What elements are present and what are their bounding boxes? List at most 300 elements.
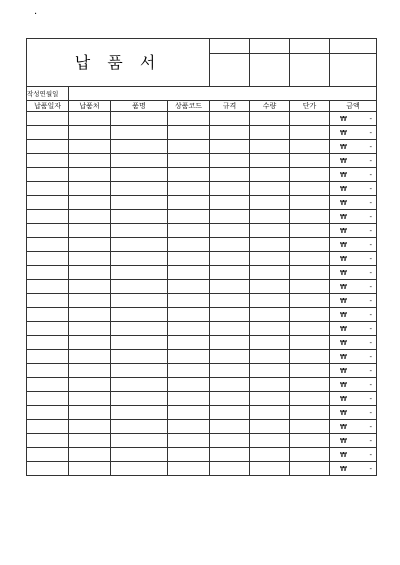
table-row xyxy=(27,406,377,420)
table-cell[interactable] xyxy=(111,364,168,378)
currency-symbol: ₩ xyxy=(340,170,347,179)
table-row xyxy=(27,210,377,224)
table-cell[interactable] xyxy=(168,280,210,294)
currency-symbol: ₩ xyxy=(340,366,347,375)
table-cell[interactable] xyxy=(27,462,69,476)
table-cell[interactable] xyxy=(168,364,210,378)
table-cell[interactable] xyxy=(168,140,210,154)
amount-value: - xyxy=(369,310,373,319)
corner-mark: . xyxy=(34,6,38,17)
currency-symbol: ₩ xyxy=(340,226,347,235)
amount-cell[interactable] xyxy=(330,182,377,196)
table-row xyxy=(27,350,377,364)
table-cell[interactable] xyxy=(210,126,250,140)
table-cell[interactable] xyxy=(290,266,330,280)
table-row xyxy=(27,462,377,476)
amount-cell[interactable] xyxy=(330,420,377,434)
table-cell[interactable] xyxy=(290,182,330,196)
amount-cell[interactable] xyxy=(330,224,377,238)
table-cell[interactable] xyxy=(290,364,330,378)
table-cell[interactable] xyxy=(69,336,111,350)
amount-cell[interactable] xyxy=(330,462,377,476)
table-cell[interactable] xyxy=(69,294,111,308)
table-cell[interactable] xyxy=(69,224,111,238)
table-cell[interactable] xyxy=(290,238,330,252)
table-cell[interactable] xyxy=(111,280,168,294)
amount-value: - xyxy=(369,128,373,137)
table-cell[interactable] xyxy=(111,434,168,448)
amount-value: - xyxy=(369,254,373,263)
amount-cell[interactable] xyxy=(330,378,377,392)
amount-cell[interactable] xyxy=(330,294,377,308)
table-cell[interactable] xyxy=(168,294,210,308)
table-cell[interactable] xyxy=(290,322,330,336)
amount-cell[interactable] xyxy=(330,238,377,252)
approval-box[interactable] xyxy=(330,39,377,54)
currency-symbol: ₩ xyxy=(340,352,347,361)
table-cell[interactable] xyxy=(290,112,330,126)
amount-cell[interactable] xyxy=(330,266,377,280)
table-cell[interactable] xyxy=(210,280,250,294)
column-header: 규격 xyxy=(210,101,250,112)
table-cell[interactable] xyxy=(290,350,330,364)
table-cell[interactable] xyxy=(210,294,250,308)
amount-value: - xyxy=(369,170,373,179)
table-row xyxy=(27,448,377,462)
currency-symbol: ₩ xyxy=(340,142,347,151)
table-row xyxy=(27,140,377,154)
table-cell[interactable] xyxy=(27,364,69,378)
table-row xyxy=(27,434,377,448)
amount-cell[interactable] xyxy=(330,168,377,182)
table-cell[interactable] xyxy=(168,308,210,322)
table-row xyxy=(27,364,377,378)
table-cell[interactable] xyxy=(27,252,69,266)
approval-box[interactable] xyxy=(290,39,330,54)
table-cell[interactable] xyxy=(290,406,330,420)
table-cell[interactable] xyxy=(290,224,330,238)
table-cell[interactable] xyxy=(27,140,69,154)
table-cell[interactable] xyxy=(111,196,168,210)
amount-cell[interactable] xyxy=(330,196,377,210)
table-cell[interactable] xyxy=(290,434,330,448)
table-cell[interactable] xyxy=(210,252,250,266)
table-row xyxy=(27,266,377,280)
table-cell[interactable] xyxy=(210,266,250,280)
table-cell[interactable] xyxy=(69,210,111,224)
table-cell[interactable] xyxy=(69,252,111,266)
table-cell[interactable] xyxy=(250,224,290,238)
table-cell[interactable] xyxy=(250,350,290,364)
table-cell[interactable] xyxy=(69,168,111,182)
table-cell[interactable] xyxy=(250,322,290,336)
table-cell[interactable] xyxy=(168,378,210,392)
table-row xyxy=(27,168,377,182)
currency-symbol: ₩ xyxy=(340,394,347,403)
amount-cell[interactable] xyxy=(330,154,377,168)
amount-cell[interactable] xyxy=(330,364,377,378)
amount-cell[interactable] xyxy=(330,210,377,224)
table-cell[interactable] xyxy=(111,112,168,126)
amount-value: - xyxy=(369,226,373,235)
table-cell[interactable] xyxy=(111,238,168,252)
table-cell[interactable] xyxy=(250,168,290,182)
table-cell[interactable] xyxy=(250,378,290,392)
approval-sign-box[interactable] xyxy=(290,54,330,87)
table-cell[interactable] xyxy=(290,294,330,308)
amount-cell[interactable] xyxy=(330,448,377,462)
table-cell[interactable] xyxy=(250,140,290,154)
table-cell[interactable] xyxy=(69,280,111,294)
table-cell[interactable] xyxy=(250,196,290,210)
table-cell[interactable] xyxy=(168,462,210,476)
table-cell[interactable] xyxy=(250,308,290,322)
table-cell[interactable] xyxy=(69,126,111,140)
column-header: 금액 xyxy=(330,101,377,112)
table-row xyxy=(27,154,377,168)
table-cell[interactable] xyxy=(168,224,210,238)
table-cell[interactable] xyxy=(290,308,330,322)
table-cell[interactable] xyxy=(111,378,168,392)
table-cell[interactable] xyxy=(27,378,69,392)
table-cell[interactable] xyxy=(27,322,69,336)
amount-value: - xyxy=(369,114,373,123)
table-cell[interactable] xyxy=(250,252,290,266)
table-cell[interactable] xyxy=(69,350,111,364)
table-cell[interactable] xyxy=(210,406,250,420)
table-cell[interactable] xyxy=(250,210,290,224)
table-cell[interactable] xyxy=(210,322,250,336)
amount-value: - xyxy=(369,338,373,347)
table-cell[interactable] xyxy=(290,280,330,294)
table-cell[interactable] xyxy=(69,378,111,392)
table-cell[interactable] xyxy=(111,210,168,224)
table-cell[interactable] xyxy=(290,168,330,182)
column-header: 납품처 xyxy=(69,101,111,112)
table-cell[interactable] xyxy=(168,210,210,224)
table-cell[interactable] xyxy=(250,280,290,294)
table-cell[interactable] xyxy=(250,294,290,308)
table-cell[interactable] xyxy=(250,392,290,406)
table-cell[interactable] xyxy=(69,462,111,476)
table-cell[interactable] xyxy=(168,392,210,406)
table-cell[interactable] xyxy=(250,406,290,420)
amount-cell[interactable] xyxy=(330,392,377,406)
table-cell[interactable] xyxy=(168,252,210,266)
table-cell[interactable] xyxy=(290,196,330,210)
table-cell[interactable] xyxy=(210,112,250,126)
table-cell[interactable] xyxy=(111,420,168,434)
table-cell[interactable] xyxy=(111,448,168,462)
table-cell[interactable] xyxy=(210,336,250,350)
approval-sign-box[interactable] xyxy=(210,54,250,87)
approval-sign-box[interactable] xyxy=(330,54,377,87)
table-cell[interactable] xyxy=(250,112,290,126)
amount-cell[interactable] xyxy=(330,126,377,140)
table-cell[interactable] xyxy=(250,462,290,476)
table-row xyxy=(27,224,377,238)
table-cell[interactable] xyxy=(168,336,210,350)
table-row xyxy=(27,238,377,252)
table-cell[interactable] xyxy=(111,140,168,154)
table-cell[interactable] xyxy=(168,182,210,196)
currency-symbol: ₩ xyxy=(340,212,347,221)
approval-sign-box[interactable] xyxy=(250,54,290,87)
table-cell[interactable] xyxy=(111,462,168,476)
currency-symbol: ₩ xyxy=(340,128,347,137)
table-cell[interactable] xyxy=(250,182,290,196)
table-cell[interactable] xyxy=(69,112,111,126)
table-cell[interactable] xyxy=(290,140,330,154)
table-cell[interactable] xyxy=(111,294,168,308)
table-cell[interactable] xyxy=(27,308,69,322)
table-cell[interactable] xyxy=(168,168,210,182)
delivery-note-table xyxy=(26,38,377,476)
table-cell[interactable] xyxy=(27,294,69,308)
table-cell[interactable] xyxy=(290,448,330,462)
table-cell[interactable] xyxy=(27,224,69,238)
table-cell[interactable] xyxy=(27,154,69,168)
table-cell[interactable] xyxy=(69,448,111,462)
table-cell[interactable] xyxy=(210,448,250,462)
amount-cell[interactable] xyxy=(330,140,377,154)
table-cell[interactable] xyxy=(210,168,250,182)
table-cell[interactable] xyxy=(168,420,210,434)
amount-value: - xyxy=(369,282,373,291)
table-cell[interactable] xyxy=(69,392,111,406)
column-header: 품명 xyxy=(111,101,168,112)
column-header: 상품코드 xyxy=(168,101,210,112)
table-cell[interactable] xyxy=(290,126,330,140)
table-cell[interactable] xyxy=(69,322,111,336)
table-cell[interactable] xyxy=(168,322,210,336)
amount-value: - xyxy=(369,422,373,431)
table-cell[interactable] xyxy=(168,350,210,364)
table-cell[interactable] xyxy=(69,196,111,210)
document-title: 납 품 서 xyxy=(27,39,210,87)
table-cell[interactable] xyxy=(290,154,330,168)
amount-cell[interactable] xyxy=(330,308,377,322)
currency-symbol: ₩ xyxy=(340,450,347,459)
table-row xyxy=(27,420,377,434)
amount-cell[interactable] xyxy=(330,112,377,126)
table-cell[interactable] xyxy=(111,308,168,322)
table-cell[interactable] xyxy=(69,406,111,420)
table-cell[interactable] xyxy=(210,224,250,238)
table-cell[interactable] xyxy=(27,126,69,140)
table-row xyxy=(27,280,377,294)
table-cell[interactable] xyxy=(210,308,250,322)
table-cell[interactable] xyxy=(290,378,330,392)
table-cell[interactable] xyxy=(27,112,69,126)
amount-value: - xyxy=(369,142,373,151)
table-cell[interactable] xyxy=(290,210,330,224)
table-row xyxy=(27,182,377,196)
table-cell[interactable] xyxy=(27,434,69,448)
table-cell[interactable] xyxy=(27,196,69,210)
table-cell[interactable] xyxy=(210,420,250,434)
currency-symbol: ₩ xyxy=(340,408,347,417)
table-cell[interactable] xyxy=(168,154,210,168)
table-cell[interactable] xyxy=(210,434,250,448)
amount-cell[interactable] xyxy=(330,280,377,294)
table-cell[interactable] xyxy=(210,392,250,406)
table-cell[interactable] xyxy=(27,420,69,434)
amount-value: - xyxy=(369,212,373,221)
table-cell[interactable] xyxy=(168,434,210,448)
table-row xyxy=(27,252,377,266)
table-cell[interactable] xyxy=(69,364,111,378)
currency-symbol: ₩ xyxy=(340,184,347,193)
table-cell[interactable] xyxy=(111,168,168,182)
table-cell[interactable] xyxy=(168,126,210,140)
table-cell[interactable] xyxy=(111,322,168,336)
table-cell[interactable] xyxy=(250,266,290,280)
currency-symbol: ₩ xyxy=(340,282,347,291)
amount-value: - xyxy=(369,198,373,207)
amount-value: - xyxy=(369,324,373,333)
table-cell[interactable] xyxy=(210,210,250,224)
table-cell[interactable] xyxy=(290,252,330,266)
currency-symbol: ₩ xyxy=(340,198,347,207)
column-header: 단가 xyxy=(290,101,330,112)
column-header: 수량 xyxy=(250,101,290,112)
table-cell[interactable] xyxy=(250,420,290,434)
amount-cell[interactable] xyxy=(330,336,377,350)
table-cell[interactable] xyxy=(250,126,290,140)
amount-cell[interactable] xyxy=(330,434,377,448)
table-cell[interactable] xyxy=(27,448,69,462)
amount-value: - xyxy=(369,352,373,361)
table-cell[interactable] xyxy=(250,364,290,378)
table-cell[interactable] xyxy=(290,392,330,406)
amount-value: - xyxy=(369,268,373,277)
table-cell[interactable] xyxy=(111,126,168,140)
amount-cell[interactable] xyxy=(330,252,377,266)
amount-value: - xyxy=(369,436,373,445)
table-cell[interactable] xyxy=(69,140,111,154)
table-cell[interactable] xyxy=(27,336,69,350)
table-cell[interactable] xyxy=(210,182,250,196)
table-cell[interactable] xyxy=(111,266,168,280)
table-cell[interactable] xyxy=(210,154,250,168)
amount-value: - xyxy=(369,184,373,193)
amount-cell[interactable] xyxy=(330,322,377,336)
amount-value: - xyxy=(369,394,373,403)
table-cell[interactable] xyxy=(290,420,330,434)
table-cell[interactable] xyxy=(210,350,250,364)
column-header: 납품일자 xyxy=(27,101,69,112)
table-row xyxy=(27,378,377,392)
table-cell[interactable] xyxy=(111,154,168,168)
amount-value: - xyxy=(369,366,373,375)
amount-value: - xyxy=(369,408,373,417)
table-cell[interactable] xyxy=(210,378,250,392)
table-cell[interactable] xyxy=(250,448,290,462)
table-cell[interactable] xyxy=(210,364,250,378)
table-cell[interactable] xyxy=(168,196,210,210)
table-cell[interactable] xyxy=(168,112,210,126)
table-cell[interactable] xyxy=(27,266,69,280)
table-cell[interactable] xyxy=(111,350,168,364)
table-cell[interactable] xyxy=(250,336,290,350)
table-cell[interactable] xyxy=(27,350,69,364)
currency-symbol: ₩ xyxy=(340,422,347,431)
table-cell[interactable] xyxy=(210,238,250,252)
table-cell[interactable] xyxy=(27,168,69,182)
table-cell[interactable] xyxy=(69,308,111,322)
currency-symbol: ₩ xyxy=(340,436,347,445)
currency-symbol: ₩ xyxy=(340,240,347,249)
table-row xyxy=(27,126,377,140)
amount-value: - xyxy=(369,464,373,473)
table-cell[interactable] xyxy=(27,238,69,252)
table-cell[interactable] xyxy=(27,392,69,406)
table-cell[interactable] xyxy=(69,182,111,196)
table-row xyxy=(27,196,377,210)
currency-symbol: ₩ xyxy=(340,254,347,263)
table-cell[interactable] xyxy=(290,336,330,350)
table-cell[interactable] xyxy=(69,420,111,434)
currency-symbol: ₩ xyxy=(340,464,347,473)
table-cell[interactable] xyxy=(111,406,168,420)
currency-symbol: ₩ xyxy=(340,310,347,319)
currency-symbol: ₩ xyxy=(340,156,347,165)
table-cell[interactable] xyxy=(111,182,168,196)
table-cell[interactable] xyxy=(168,406,210,420)
amount-cell[interactable] xyxy=(330,406,377,420)
table-cell[interactable] xyxy=(27,182,69,196)
table-row xyxy=(27,392,377,406)
table-cell[interactable] xyxy=(210,462,250,476)
table-cell[interactable] xyxy=(111,224,168,238)
table-row xyxy=(27,322,377,336)
approval-box[interactable] xyxy=(250,39,290,54)
table-cell[interactable] xyxy=(69,154,111,168)
date-field[interactable] xyxy=(69,87,377,101)
table-cell[interactable] xyxy=(27,280,69,294)
amount-value: - xyxy=(369,296,373,305)
table-cell[interactable] xyxy=(69,266,111,280)
table-cell[interactable] xyxy=(69,238,111,252)
table-cell[interactable] xyxy=(69,434,111,448)
table-cell[interactable] xyxy=(290,462,330,476)
table-cell[interactable] xyxy=(27,406,69,420)
table-cell[interactable] xyxy=(27,210,69,224)
table-cell[interactable] xyxy=(111,336,168,350)
table-cell[interactable] xyxy=(210,140,250,154)
table-cell[interactable] xyxy=(210,196,250,210)
currency-symbol: ₩ xyxy=(340,114,347,123)
table-row xyxy=(27,112,377,126)
currency-symbol: ₩ xyxy=(340,338,347,347)
table-row xyxy=(27,294,377,308)
amount-value: - xyxy=(369,450,373,459)
table-cell[interactable] xyxy=(111,252,168,266)
table-cell[interactable] xyxy=(168,238,210,252)
table-cell[interactable] xyxy=(250,154,290,168)
table-cell[interactable] xyxy=(250,434,290,448)
approval-box[interactable] xyxy=(210,39,250,54)
table-cell[interactable] xyxy=(168,448,210,462)
currency-symbol: ₩ xyxy=(340,324,347,333)
amount-value: - xyxy=(369,156,373,165)
table-cell[interactable] xyxy=(168,266,210,280)
currency-symbol: ₩ xyxy=(340,296,347,305)
amount-cell[interactable] xyxy=(330,350,377,364)
table-cell[interactable] xyxy=(111,392,168,406)
table-cell[interactable] xyxy=(250,238,290,252)
